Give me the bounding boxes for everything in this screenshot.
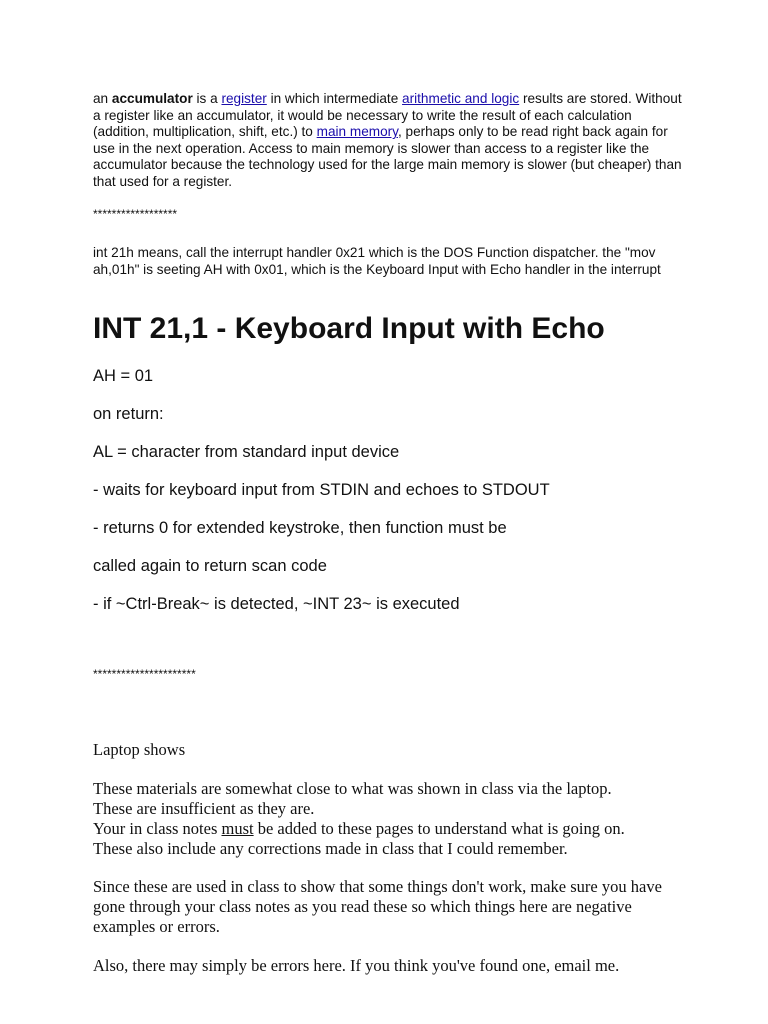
accumulator-paragraph [93,91,683,191]
waits-line: - waits for keyboard input from STDIN and echoes to STDOUT [93,481,550,499]
accumulator-text-2: in which intermediate [266,91,403,106]
materials-line-3-a: Your in class notes [93,819,222,838]
laptop-shows-label: Laptop shows [93,740,186,759]
accumulator-intro: an [93,91,112,106]
ctrl-break-line: - if ~Ctrl-Break~ is detected, ~INT 23~ is executed [93,595,460,613]
materials-line-2: These are insufficient as they are. [93,799,315,818]
materials-line-3-b: be added to these pages to understand what is going on. [253,819,625,838]
arithmetic-logic-link[interactable]: arithmetic and logic [402,91,520,106]
ah-line: AH = 01 [93,367,154,385]
errors-paragraph: Also, there may simply be errors here. If you think you've found one, email me. [93,956,620,975]
on-return-line: on return: [93,405,164,423]
materials-line-4: These also include any corrections made in class that I could remember. [93,839,568,858]
main-memory-link[interactable]: main memory [316,124,398,140]
accumulator-term: accumulator [111,91,193,106]
returns-line: - returns 0 for extended keystroke, then function must be [93,519,507,537]
al-line: AL = character from standard input device [93,443,400,461]
must-emphasis: must [221,819,254,838]
materials-paragraph [93,779,683,859]
accumulator-text-1: is a [192,91,222,106]
materials-line-3 [93,819,683,839]
materials-line-1: These materials are somewhat close to what was shown in class via the laptop. [93,779,612,798]
since-paragraph: Since these are used in class to show that some things don't work, make sure you have gone through your class notes as you read these so which things here are negative examples or errors. [93,877,662,936]
page-heading: INT 21,1 - Keyboard Input with Echo [93,312,605,345]
separator-stars-2: ********************** [93,667,196,681]
register-link[interactable]: register [221,91,267,106]
accumulator-text-4: , perhaps only to be read right back again for use in the next operation. Access to main memory is slower than access to a register like the accumulator because the technology used for the large main memory is slower (but cheaper) than that used for a register. [93,124,682,189]
accumulator-text-3: results are stored. Without a register like an accumulator, it would be necessary to write the result of each calculation (addition, multiplication, shift, etc.) to [93,91,682,140]
called-again-line: called again to return scan code [93,557,327,575]
int21-paragraph: int 21h means, call the interrupt handler 0x21 which is the DOS Function dispatcher. the "mov ah,01h" is seeting AH with 0x01, which is the Keyboard Input with Echo handler in the interrupt [93,245,661,277]
separator-stars-1: ****************** [93,207,178,221]
